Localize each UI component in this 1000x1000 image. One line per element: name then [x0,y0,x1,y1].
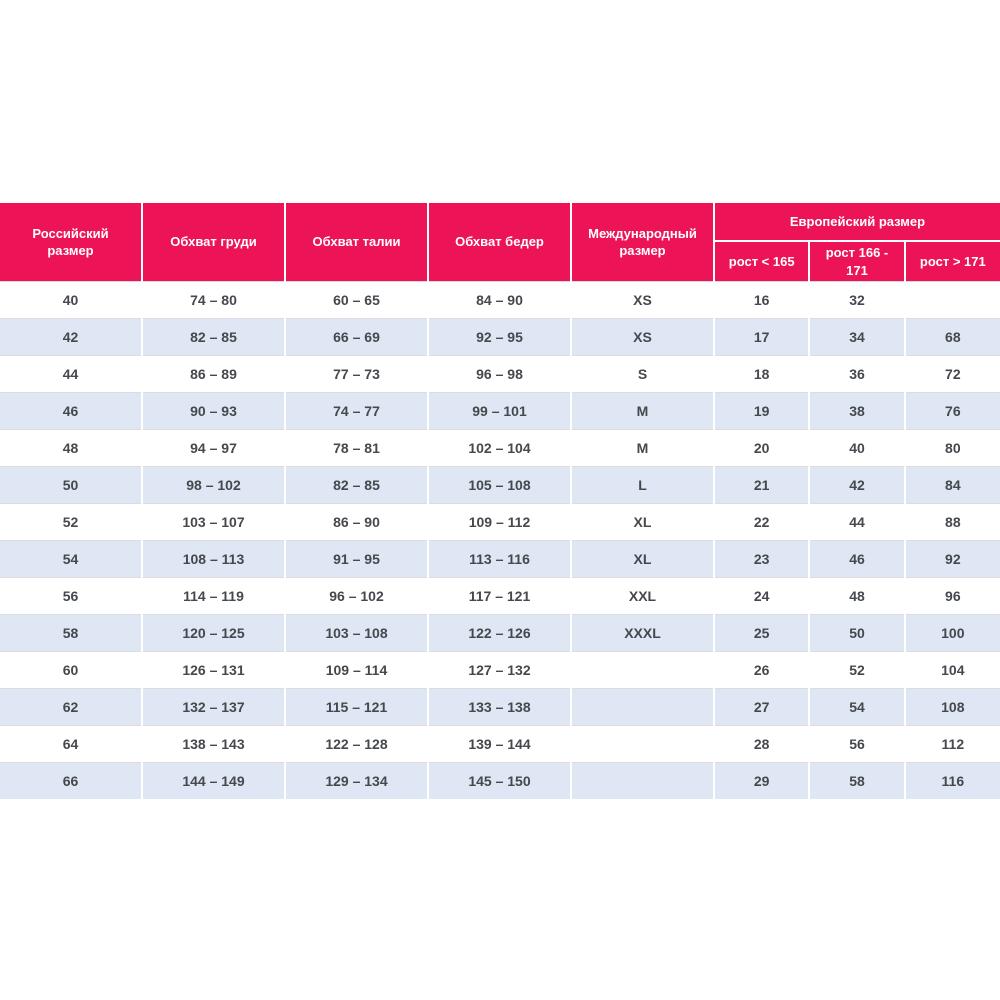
table-row [0,430,1000,467]
table-cell: 82 – 85 [142,319,285,356]
table-cell: 16 [714,282,809,319]
table-cell: 34 [809,319,904,356]
col-header-waist: Обхват талии [285,203,428,282]
table-cell: 100 [905,615,1000,652]
table-cell: 99 – 101 [428,393,571,430]
table-cell: 46 [809,541,904,578]
table-cell: XL [571,541,714,578]
table-cell: 82 – 85 [285,467,428,504]
col-header-hips: Обхват бедер [428,203,571,282]
table-cell: XXL [571,578,714,615]
table-row [0,652,1000,689]
table-cell: 132 – 137 [142,689,285,726]
table-row [0,282,1000,319]
table-cell: 27 [714,689,809,726]
table-row [0,763,1000,800]
table-cell: 96 – 102 [285,578,428,615]
table-row [0,356,1000,393]
table-cell: 76 [905,393,1000,430]
table-cell: 92 – 95 [428,319,571,356]
table-cell: 104 [905,652,1000,689]
table-row [0,467,1000,504]
table-cell: 129 – 134 [285,763,428,800]
table-cell: 88 [905,504,1000,541]
table-cell [571,726,714,763]
table-cell: 74 – 77 [285,393,428,430]
table-cell: S [571,356,714,393]
table-cell: 116 [905,763,1000,800]
table-cell: 52 [0,504,142,541]
table-cell: 133 – 138 [428,689,571,726]
table-cell: 127 – 132 [428,652,571,689]
table-cell: 40 [0,282,142,319]
table-cell: 54 [0,541,142,578]
table-cell: 36 [809,356,904,393]
table-cell: 84 – 90 [428,282,571,319]
size-table [0,203,1000,799]
table-cell: 86 – 89 [142,356,285,393]
table-row [0,319,1000,356]
table-cell: 25 [714,615,809,652]
table-cell [571,652,714,689]
col-header-russian-size: Российский размер [0,203,142,282]
table-cell: 20 [714,430,809,467]
table-cell: 145 – 150 [428,763,571,800]
table-cell: 72 [905,356,1000,393]
table-cell: 84 [905,467,1000,504]
table-cell: 44 [0,356,142,393]
table-row [0,393,1000,430]
table-cell: 68 [905,319,1000,356]
table-cell: 109 – 112 [428,504,571,541]
table-cell: XS [571,282,714,319]
table-cell: 46 [0,393,142,430]
table-cell: 18 [714,356,809,393]
table-cell: 50 [809,615,904,652]
table-cell: M [571,393,714,430]
size-table-body [0,282,1000,800]
table-cell: 28 [714,726,809,763]
table-cell: 62 [0,689,142,726]
table-cell: 48 [809,578,904,615]
table-row [0,726,1000,763]
table-cell: 117 – 121 [428,578,571,615]
table-cell: 60 – 65 [285,282,428,319]
table-cell: 96 – 98 [428,356,571,393]
table-cell: 91 – 95 [285,541,428,578]
table-cell [571,763,714,800]
col-header-height-gt-171: рост > 171 [905,241,1000,282]
table-cell: 122 – 128 [285,726,428,763]
table-cell: 64 [0,726,142,763]
table-cell: 23 [714,541,809,578]
table-cell: 96 [905,578,1000,615]
table-cell: L [571,467,714,504]
table-cell: 120 – 125 [142,615,285,652]
table-cell: 103 – 107 [142,504,285,541]
table-cell: 103 – 108 [285,615,428,652]
table-cell: 58 [809,763,904,800]
table-cell: 98 – 102 [142,467,285,504]
header-row-top [0,203,1000,241]
table-row [0,578,1000,615]
table-cell: 29 [714,763,809,800]
table-cell: 54 [809,689,904,726]
table-cell: 17 [714,319,809,356]
table-cell: 26 [714,652,809,689]
table-cell: 22 [714,504,809,541]
table-cell: 60 [0,652,142,689]
table-row [0,615,1000,652]
table-cell: 90 – 93 [142,393,285,430]
table-cell: XS [571,319,714,356]
table-cell: 109 – 114 [285,652,428,689]
table-cell: 113 – 116 [428,541,571,578]
table-cell: 115 – 121 [285,689,428,726]
table-cell: 42 [0,319,142,356]
table-cell: 112 [905,726,1000,763]
table-cell: 114 – 119 [142,578,285,615]
table-cell: 144 – 149 [142,763,285,800]
table-cell: 40 [809,430,904,467]
table-cell: 56 [0,578,142,615]
table-cell: M [571,430,714,467]
table-cell: 92 [905,541,1000,578]
table-cell: 24 [714,578,809,615]
table-cell: 50 [0,467,142,504]
table-cell: 58 [0,615,142,652]
table-cell: 86 – 90 [285,504,428,541]
table-cell: 122 – 126 [428,615,571,652]
table-cell: 108 [905,689,1000,726]
size-chart [0,203,1000,799]
col-group-european-size: Европейский размер [714,203,1000,241]
table-cell: XL [571,504,714,541]
col-header-chest: Обхват груди [142,203,285,282]
col-header-international-size: Международный размер [571,203,714,282]
table-row [0,689,1000,726]
table-cell: 105 – 108 [428,467,571,504]
table-cell: 66 [0,763,142,800]
table-cell: 77 – 73 [285,356,428,393]
table-cell [905,282,1000,319]
table-cell: XXXL [571,615,714,652]
table-cell: 52 [809,652,904,689]
table-cell: 44 [809,504,904,541]
table-cell: 78 – 81 [285,430,428,467]
table-cell: 38 [809,393,904,430]
table-cell: 126 – 131 [142,652,285,689]
table-cell: 80 [905,430,1000,467]
table-cell: 32 [809,282,904,319]
table-cell: 139 – 144 [428,726,571,763]
col-header-height-166-171: рост 166 - 171 [809,241,904,282]
table-row [0,504,1000,541]
col-header-height-lt-165: рост < 165 [714,241,809,282]
table-cell: 138 – 143 [142,726,285,763]
table-cell: 66 – 69 [285,319,428,356]
table-cell: 56 [809,726,904,763]
size-table-header [0,203,1000,282]
table-cell: 94 – 97 [142,430,285,467]
table-cell: 48 [0,430,142,467]
table-cell: 21 [714,467,809,504]
table-cell: 42 [809,467,904,504]
table-cell: 19 [714,393,809,430]
table-cell: 102 – 104 [428,430,571,467]
table-cell: 74 – 80 [142,282,285,319]
table-cell: 108 – 113 [142,541,285,578]
table-cell [571,689,714,726]
table-row [0,541,1000,578]
